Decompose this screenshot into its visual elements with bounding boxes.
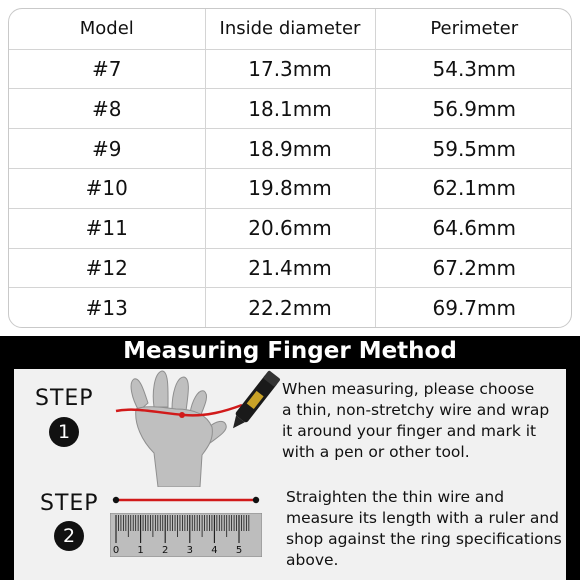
- step-1-number-badge: 1: [49, 417, 79, 447]
- wire-end-dot: [113, 497, 119, 503]
- step-2-line: shop against the ring specifications: [286, 530, 562, 548]
- column-header-model: Model: [9, 9, 205, 49]
- perimeter-cell: 59.5mm: [375, 129, 572, 169]
- ruler-number-label: 2: [162, 545, 169, 556]
- diameter-cell: 22.2mm: [205, 288, 375, 327]
- perimeter-cell: 64.6mm: [375, 208, 572, 248]
- model-cell: #11: [9, 208, 205, 248]
- step-1-line: with a pen or other tool.: [282, 443, 470, 461]
- step-2-line: measure its length with a ruler and: [286, 509, 559, 527]
- ring-size-table: [8, 8, 572, 328]
- step-1-line: a thin, non-stretchy wire and wrap: [282, 401, 550, 419]
- table-row: [9, 168, 572, 208]
- step-2-instructions: [286, 487, 562, 571]
- table-header-row: [9, 9, 572, 49]
- model-cell: #9: [9, 129, 205, 169]
- diameter-cell: 17.3mm: [205, 49, 375, 89]
- hand-with-pen-illustration: [114, 369, 284, 487]
- size-table: [9, 9, 572, 327]
- step-2-number-badge: 2: [54, 521, 84, 551]
- table-row: [9, 49, 572, 89]
- perimeter-cell: 69.7mm: [375, 288, 572, 327]
- ruler-number-label: 4: [211, 545, 218, 556]
- step-1-line: When measuring, please choose: [282, 380, 535, 398]
- step-2-line: above.: [286, 551, 339, 569]
- mark-dot: [179, 412, 185, 418]
- diameter-cell: 21.4mm: [205, 248, 375, 288]
- step-1-label: STEP: [35, 386, 94, 411]
- model-cell: #7: [9, 49, 205, 89]
- table-row: [9, 248, 572, 288]
- model-cell: #10: [9, 168, 205, 208]
- wire-end-dot: [253, 497, 259, 503]
- pen-icon: [227, 370, 281, 433]
- column-header-perimeter: Perimeter: [375, 9, 572, 49]
- step-1-line: it around your finger and mark it: [282, 422, 537, 440]
- measuring-method-section: [0, 336, 580, 580]
- diameter-cell: 18.1mm: [205, 89, 375, 129]
- ruler-illustration: [110, 513, 262, 557]
- hand-icon: [131, 371, 226, 487]
- table-row: [9, 129, 572, 169]
- instructions-panel: [14, 369, 566, 580]
- perimeter-cell: 62.1mm: [375, 168, 572, 208]
- model-cell: #13: [85, 295, 128, 320]
- ruler-number-label: 0: [112, 545, 120, 556]
- step-2-line: Straighten the thin wire and: [286, 488, 505, 506]
- ruler-number-label: 3: [186, 545, 193, 556]
- table-row: [9, 89, 572, 129]
- model-cell: #8: [9, 89, 205, 129]
- column-header-inside-diameter: Inside diameter: [205, 9, 375, 49]
- perimeter-cell: 67.2mm: [375, 248, 572, 288]
- diameter-cell: 19.8mm: [205, 168, 375, 208]
- diameter-cell: 20.6mm: [205, 208, 375, 248]
- model-cell: #12: [9, 248, 205, 288]
- perimeter-cell: 56.9mm: [375, 89, 572, 129]
- ruler-number-label: 1: [137, 545, 144, 556]
- perimeter-cell: 54.3mm: [375, 49, 572, 89]
- step-2-label: STEP: [40, 491, 99, 516]
- diameter-cell: 18.9mm: [205, 129, 375, 169]
- step-1-instructions: [282, 379, 549, 463]
- table-row: [9, 208, 572, 248]
- ruler-number-label: 5: [235, 545, 243, 556]
- section-title: Measuring Finger Method: [123, 338, 457, 364]
- table-row: [9, 288, 572, 327]
